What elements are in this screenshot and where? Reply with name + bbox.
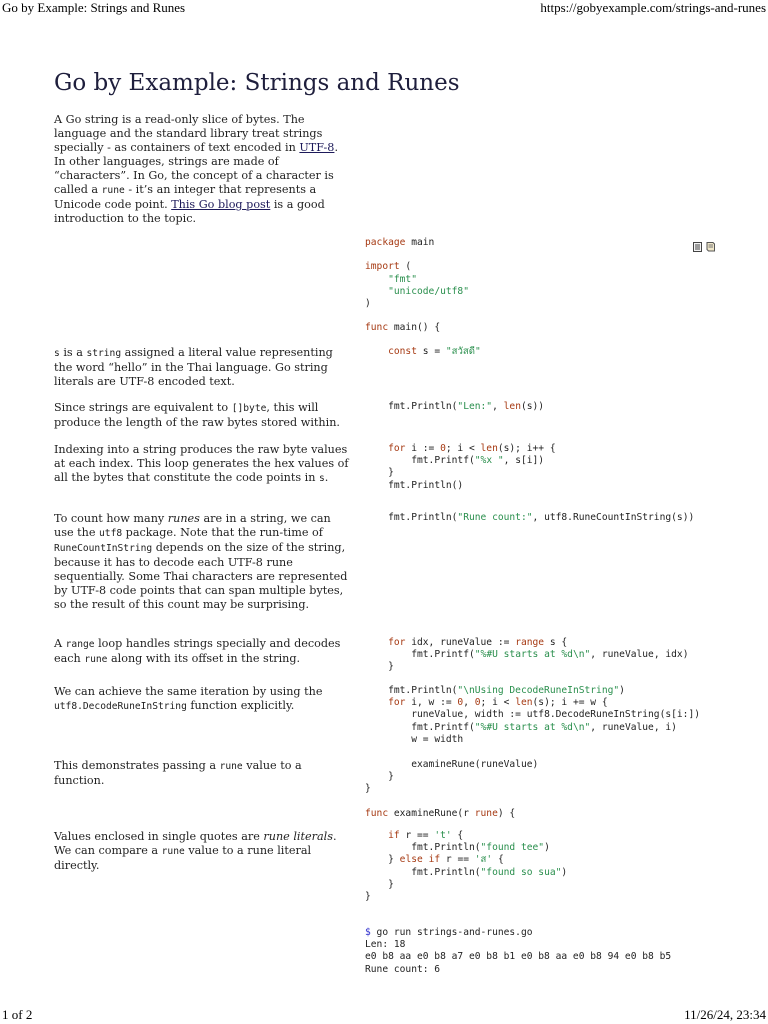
doc-const-s: s is a string assigned a literal value representing the word “hello” in the Thai language. Go string literals are UTF-8 encoded text. [54,346,333,388]
doc-range: A range loop handles strings specially and decodes each rune along with its offset in the string. [54,637,341,665]
output-line: e0 b8 aa e0 b8 a7 e0 b8 b1 e0 b8 aa e0 b8 94 e0 b8 b5 [365,951,672,963]
code-range: for idx, runeValue := range s { fmt.Printf("%#U starts at %d\n", runeValue, idx) } [388,637,689,673]
page-title: Go by Example: Strings and Runes [54,70,460,96]
shell-prompt: $ [365,927,371,938]
code-rune-count: fmt.Println("Rune count:", utf8.RuneCountInString(s)) [388,512,695,523]
doc-rune-count: To count how many runes are in a string, we can use the utf8 package. Note that the run-time of RuneCountInString depends on the size of the string, because it has to decode each UTF-8 rune sequentially. Some Thai characters are represented by UTF-8 code points that can span multiple bytes, so the result of this count may be surprising. [54,512,348,611]
print-timestamp: 11/26/24, 23:34 [684,1007,766,1022]
shell-command: go run strings-and-runes.go [370,927,533,938]
code-indexing: for i := 0; i < len(s); i++ { fmt.Printf("%x ", s[i]) } fmt.Println() [388,443,556,491]
terminal-output [365,927,671,976]
doc-len: Since strings are equivalent to []byte, this will produce the length of the raw bytes stored within. [54,401,340,429]
copy-icon[interactable] [692,237,703,248]
output-line: Len: 18 [365,939,406,951]
doc-rune-literal: Values enclosed in single quotes are rune literals. We can compare a rune value to a rune literal directly. [54,830,337,872]
tab-title: Go by Example: Strings and Runes [2,0,186,15]
doc-decode: We can achieve the same iteration by using the utf8.DecodeRuneInString function explicitly. [54,685,323,712]
intro-paragraph: A Go string is a read-only slice of bytes. The language and the standard library treat strings specially - as containers of text encoded in UTF-8. In other languages, strings are made of “characters”. In Go, the concept of a character is called a rune - it’s an integer that represents a Unicode code point. This Go blog post is a good introduction to the topic. [54,113,338,225]
code-rune-literal: if r == 't' { fmt.Println("found tee") } else if r == 'ส' { fmt.Println("found so sua") } } [365,830,568,903]
go-blog-link[interactable]: This Go blog post [171,198,271,211]
code-const-s: const s = "สวัสดี" [388,346,481,357]
code-pass-rune: examineRune(runeValue) } } func examineRune(r rune) { [365,759,539,819]
code-len: fmt.Println("Len:", len(s)) [388,401,545,412]
doc-indexing: Indexing into a string produces the raw byte values at each index. This loop generates the hex values of all the bytes that constitute the code points in s. [54,443,349,484]
code-block-header: package main import ( "fmt" "unicode/utf8" ) func main() { [365,237,469,334]
output-line: Rune count: 6 [365,963,441,975]
code-decode: fmt.Println("\nUsing DecodeRuneInString") for i, w := 0, 0; i < len(s); i += w { runeValue, width := utf8.DecodeRuneInString(s[i:]) fmt.Printf("%#U starts at %d\n", runeValue, i) w = width [388,685,701,745]
doc-pass-rune: This demonstrates passing a rune value to a function. [54,759,302,787]
utf8-link[interactable]: UTF-8 [299,141,335,154]
page-indicator: 1 of 2 [2,1007,33,1022]
code-toolbar [692,237,716,248]
run-icon[interactable] [705,237,716,248]
page-url[interactable]: https://gobyexample.com/strings-and-runes [540,0,766,15]
